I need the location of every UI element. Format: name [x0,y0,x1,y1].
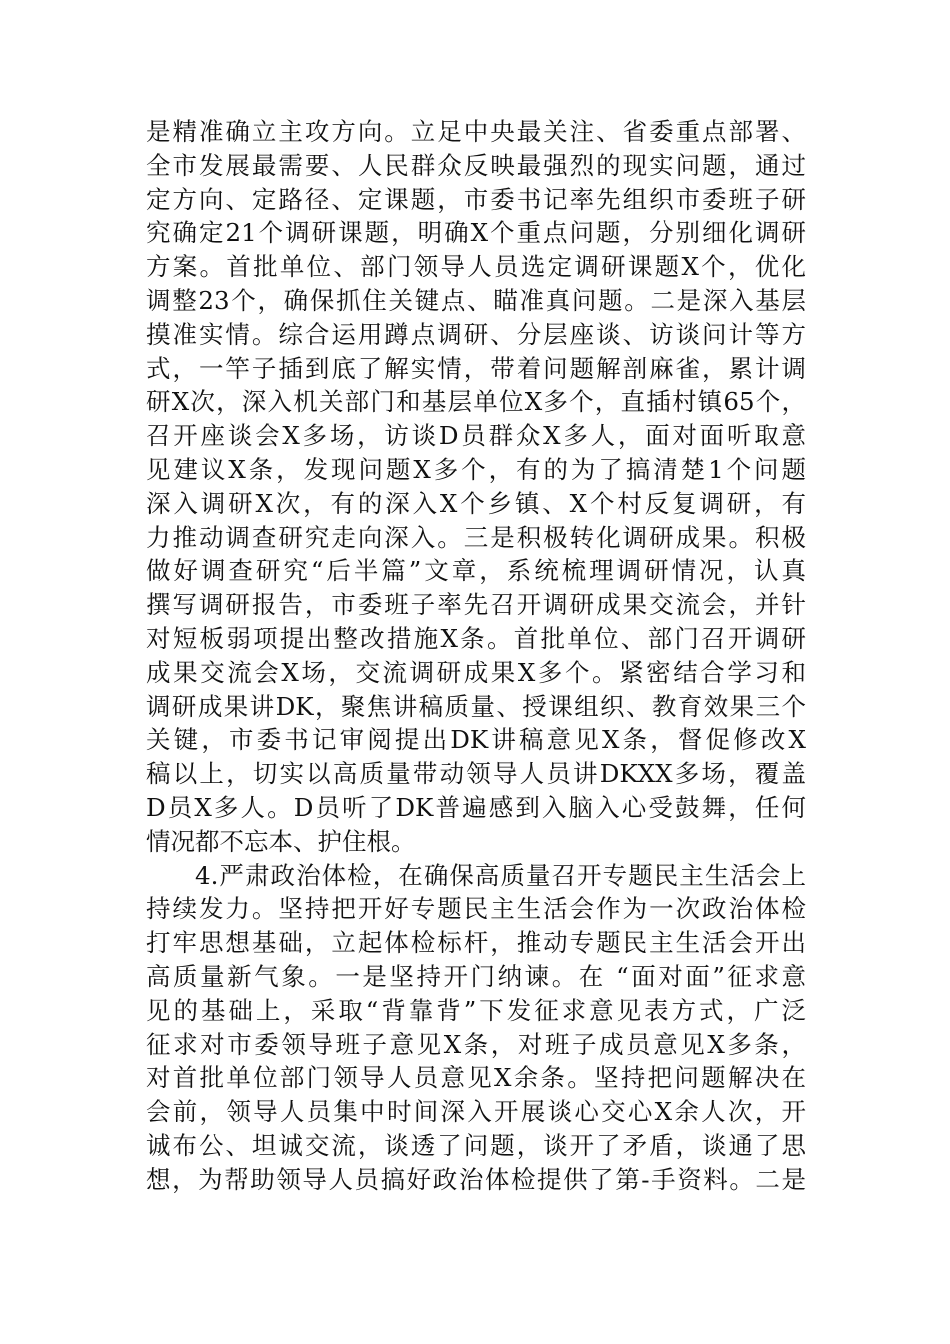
text-line: 究确定21个调研课题，明确X个重点问题，分别细化调研 [146,218,806,248]
text-line: 深入调研X次，有的深入X个乡镇、X个村反复调研，有 [146,488,806,518]
text-line: 做好调查研究“后半篇”文章，系统梳理调研情况，认真 [146,556,806,586]
text-line: 征求对市委领导班子意见X条，对班子成员意见X多条， [146,1029,806,1059]
text-line: 调整23个，确保抓住关键点、瞄准真问题。二是深入基层 [146,285,806,315]
text-line: 想，为帮助领导人员搞好政治体检提供了第-手资料。二是 [146,1164,806,1194]
text-line: D员X多人。D员听了DK普遍感到入脑入心受鼓舞，任何 [146,792,806,822]
text-line: 全市发展最需要、人民群众反映最强烈的现实问题，通过 [146,150,806,180]
text-line: 打牢思想基础，立起体检标杆，推动专题民主生活会开出 [146,928,806,958]
text-line: 力推动调查研究走向深入。三是积极转化调研成果。积极 [146,522,806,552]
paragraph-first-line: 4.严肃政治体检，在确保高质量召开专题民主生活会上 [195,860,806,890]
text-line: 情况都不忘本、护住根。 [146,826,416,856]
text-line: 高质量新气象。一是坚持开门纳谏。在 “面对面”征求意 [146,961,806,991]
text-line: 会前，领导人员集中时间深入开展谈心交心X余人次，开 [146,1097,806,1127]
text-line: 方案。首批单位、部门领导人员选定调研课题X个，优化 [146,252,806,282]
text-line: 见建议X条，发现问题X多个，有的为了搞清楚1个问题 [146,454,806,484]
text-line: 成果交流会X场，交流调研成果X多个。紧密结合学习和 [146,657,806,687]
text-line: 对首批单位部门领导人员意见X余条。坚持把问题解决在 [146,1063,806,1093]
text-line: 摸准实情。综合运用蹲点调研、分层座谈、访谈问计等方 [146,319,806,349]
body-text [146,115,806,1197]
text-line: 撰写调研报告，市委班子率先召开调研成果交流会，并针 [146,590,806,620]
text-line: 是精准确立主攻方向。立足中央最关注、省委重点部署、 [146,117,806,146]
text-line: 定方向、定路径、定课题，市委书记率先组织市委班子研 [146,184,806,214]
text-line: 持续发力。坚持把开好专题民主生活会作为一次政治体检 [146,894,806,924]
text-line: 研X次，深入机关部门和基层单位X多个，直插村镇65个， [146,387,806,417]
text-line: 关键，市委书记审阅提出DK讲稿意见X条，督促修改X [146,725,806,755]
text-line: 稿以上，切实以高质量带动领导人员讲DKXX多场，覆盖 [146,759,806,789]
text-line: 见的基础上，采取“背靠背”下发征求意见表方式，广泛 [146,995,806,1025]
text-line: 式，一竿子插到底了解实情，带着问题解剖麻雀，累计调 [146,353,806,383]
text-line: 对短板弱项提出整改措施X条。首批单位、部门召开调研 [146,623,806,653]
text-line: 召开座谈会X多场，访谈D员群众X多人，面对面听取意 [146,421,806,451]
text-line: 诚布公、坦诚交流，谈透了问题，谈开了矛盾，谈通了思 [146,1130,806,1160]
text-line: 调研成果讲DK，聚焦讲稿质量、授课组织、教育效果三个 [146,691,806,721]
